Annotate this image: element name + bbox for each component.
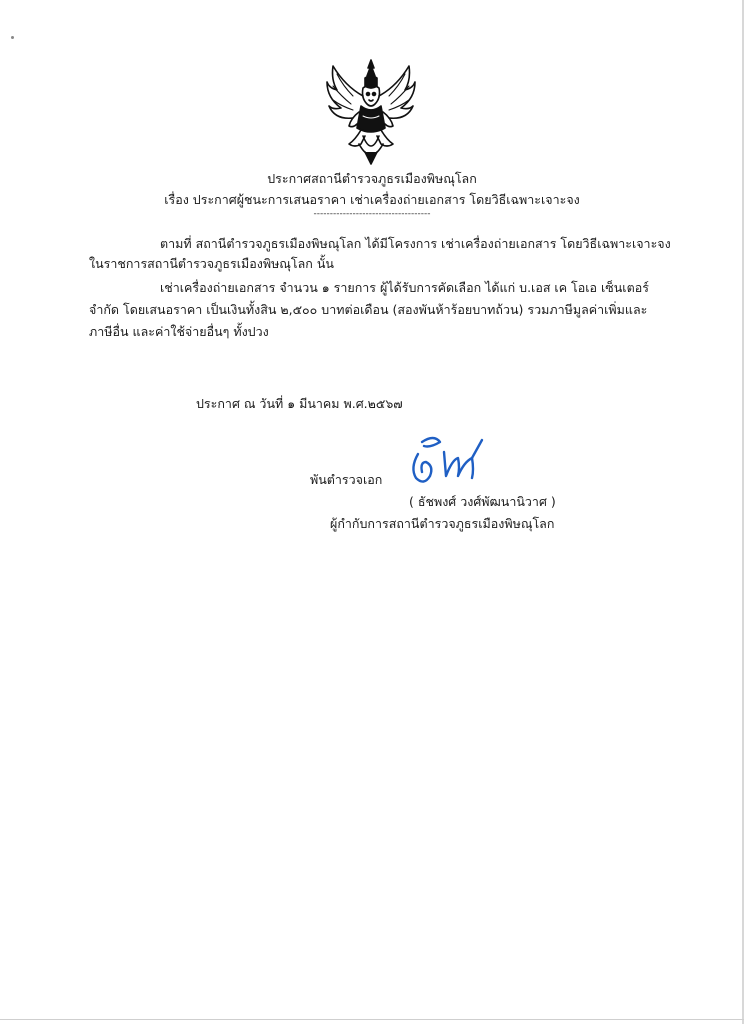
paragraph-2-line-2: จำกัด โดยเสนอราคา เป็นเงินทั้งสิน ๒,๕๐๐ บาทต่อเดือน (สองพันห้าร้อยบาทถ้วน) รวมภาษีมูลค่าเพิ่มและ — [89, 302, 648, 317]
signatory-rank: พันตำรวจเอก — [310, 472, 383, 487]
announcement-title: ประกาศสถานีตำรวจภูธรเมืองพิษณุโลก — [267, 171, 477, 186]
paragraph-1-line-1: ตามที่ สถานีตำรวจภูธรเมืองพิษณุโลก ได้มีโครงการ เช่าเครื่องถ่ายเอกสาร โดยวิธีเฉพาะเจาะจง — [160, 236, 671, 251]
signatory-name: ( ธัชพงศ์ วงศ์พัฒนานิวาศ ) — [409, 494, 556, 509]
paragraph-2-line-1: เช่าเครื่องถ่ายเอกสาร จำนวน ๑ รายการ ผู้ได้รับการคัดเลือก ได้แก่ บ.เอส เค โอเอ เซ็นเตอร์ — [160, 280, 649, 295]
paragraph-2-line-3: ภาษีอื่น และค่าใช้จ่ายอื่นๆ ทั้งปวง — [89, 324, 269, 339]
scan-speck — [11, 36, 14, 39]
handwritten-signature-icon — [400, 432, 510, 488]
announcement-subject: เรื่อง ประกาศผู้ชนะการเสนอราคา เช่าเครื่องถ่ายเอกสาร โดยวิธีเฉพาะเจาะจง — [164, 192, 580, 207]
garuda-emblem-icon — [323, 56, 419, 168]
scan-edge-bottom — [0, 1019, 744, 1020]
signatory-position: ผู้กำกับการสถานีตำรวจภูธรเมืองพิษณุโลก — [330, 516, 555, 531]
header-divider: ------------------------------------ — [313, 209, 431, 219]
announcement-date: ประกาศ ณ วันที่ ๑ มีนาคม พ.ศ.๒๕๖๗ — [196, 396, 403, 411]
paragraph-1-line-2: ในราชการสถานีตำรวจภูธรเมืองพิษณุโลก นั้น — [89, 256, 334, 271]
